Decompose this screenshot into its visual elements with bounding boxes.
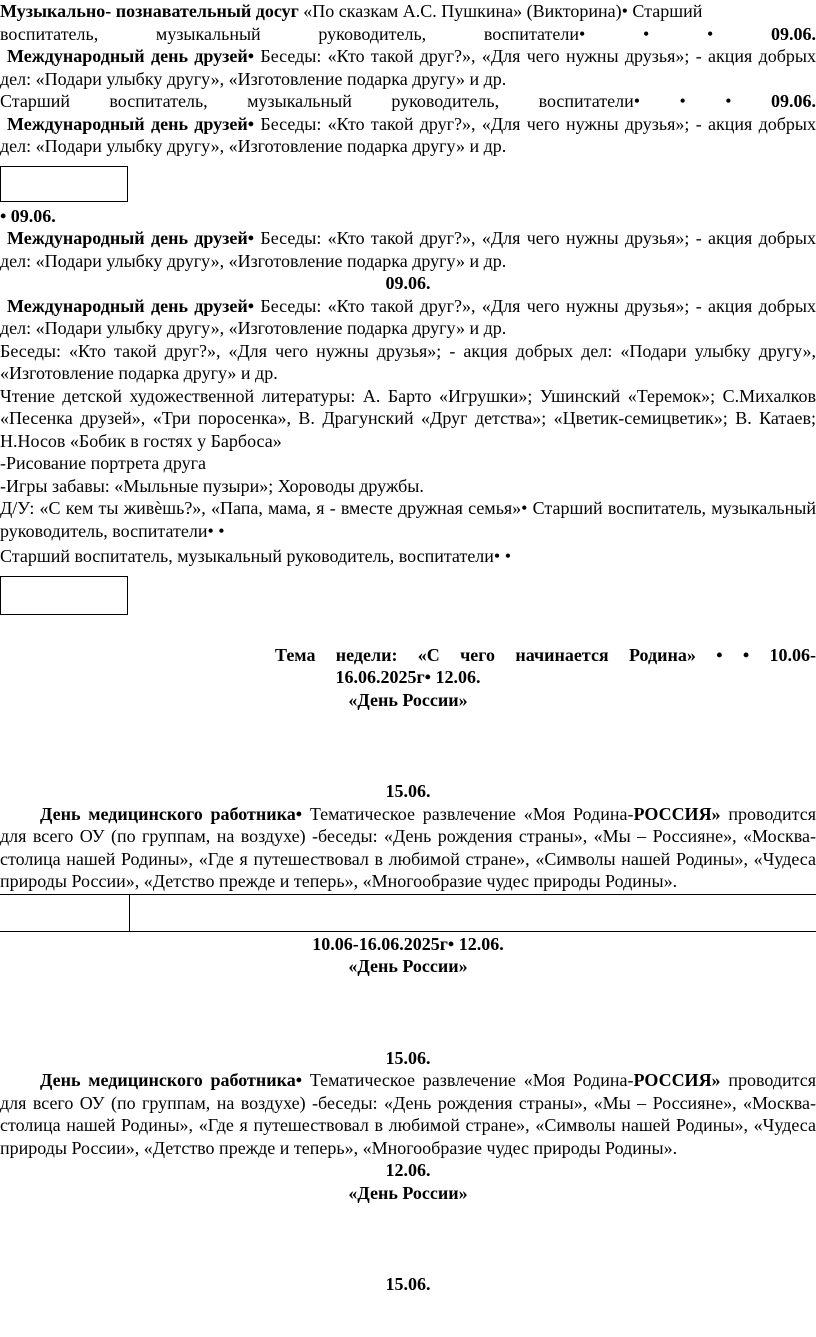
week-period-text: 16.06.2025г• 12.06. (335, 667, 481, 687)
paragraph-friends-3 (0, 227, 816, 272)
paragraph-friends-4 (0, 295, 816, 340)
day-friends-title: Международный день друзей• (7, 228, 255, 248)
heading-day-russia-2 (0, 955, 816, 978)
quiz-text: «По сказкам А.С. Пушкина» (Викторина)• Старший (298, 1, 703, 21)
paragraph-staff-short: Старший воспитатель, музыкальный руководитель, воспитатели• • (0, 546, 512, 566)
date-0906: 09.06. (385, 273, 431, 293)
heading-day-russia-3 (0, 1182, 816, 1205)
table-row-divider (0, 894, 816, 932)
paragraph-talks: Беседы: «Кто такой друг?», «Для чего нужны друзья»; - акция добрых дел: «Подари улыбку другу», «Изготовление подарка другу» и др. (0, 340, 816, 383)
week-theme: Тема недели: «С чего начинается Родина» • • 10.06- (275, 644, 816, 665)
week-period (0, 666, 816, 689)
day-russia-text: «День России» (348, 1182, 468, 1203)
paragraph-games: -Игры забавы: «Мыльные пузыри»; Хороводы дружбы. (0, 475, 424, 496)
friends-text: Беседы: «Кто такой друг?», «Для чего нужны друзья»; - акция добрых дел: «Подари улыбку другу», «Изготовление подарка другу» и др. (0, 113, 816, 156)
date-0906: 09.06. (771, 23, 816, 44)
medic-title: День медицинского работника• (40, 1070, 303, 1090)
paragraph-homework: Д/У: «С кем ты живѐшь?», «Папа, мама, я - вместе дружная семья»• Старший воспитатель, музыкальный руководитель, воспитатели• • (0, 498, 816, 541)
medic-russia: РОССИЯ» (633, 1070, 721, 1090)
paragraph-staff-2 (0, 90, 816, 113)
day-russia-text: «День России» (348, 689, 468, 710)
paragraph-bullet-date (0, 205, 816, 228)
day-friends-title: Международный день друзей• (7, 46, 255, 66)
paragraph-medic-1 (0, 803, 816, 893)
period-text: 10.06-16.06.2025г• 12.06. (312, 933, 504, 954)
paragraph-friends-2 (0, 113, 816, 158)
medic-text: Тематическое развлечение «Моя Родина- (302, 1070, 634, 1090)
friends-text: Беседы: «Кто такой друг?», «Для чего нужны друзья»; - акция добрых дел: «Подари улыбку другу», «Изготовление подарка другу» и др. (0, 228, 816, 271)
bullet-date: • 09.06. (0, 205, 56, 226)
friends-text: Беседы: «Кто такой друг?», «Для чего нужны друзья»; - акция добрых дел: «Подари улыбку другу», «Изготовление подарка другу» и др. (0, 295, 816, 338)
date-0906: 09.06. (771, 91, 816, 111)
staff-text: Старший воспитатель, музыкальный руководитель, воспитатели• • • (0, 91, 732, 111)
heading-date-1506-3 (0, 1273, 816, 1296)
heading-day-russia (0, 689, 816, 712)
empty-table-cell (0, 166, 128, 202)
date-1506: 15.06. (385, 1274, 431, 1294)
medic-text: Тематическое развлечение «Моя Родина- (302, 803, 634, 824)
paragraph-friends-1 (0, 45, 816, 90)
day-friends-title: Международный день друзей• (7, 295, 255, 316)
paragraph-staff-1 (0, 23, 816, 46)
friends-text: Беседы: «Кто такой друг?», «Для чего нужны друзья»; - акция добрых дел: «Подари улыбку другу», «Изготовление подарка другу» и др. (0, 46, 816, 89)
medic-text-2: проводится для всего ОУ (по группам, на воздухе) -беседы: «День рождения страны», «Мы – Россияне», «Москва-столица нашей Родины», «Где я путешествовал в любимой стране», «Символы нашей Родины», «Чудеса природы России», «Детство прежде и теперь», «Многообразие чудес природы Родины». (0, 1070, 816, 1158)
day-friends-title: Международный день друзей• (7, 113, 255, 134)
period-line (0, 933, 816, 956)
medic-title: День медицинского работника• (40, 803, 303, 824)
quiz-title: Музыкально- познавательный досуг (0, 1, 299, 21)
medic-russia: РОССИЯ» (633, 803, 721, 824)
paragraph-reading: Чтение детской художественной литературы: А. Барто «Игрушки»; Ушинский «Теремок»; С.Михалков «Песенка друзей», «Три поросенка», В. Драгунский «Друг детства»; «Цветик-семицветик»; В. Катаев; Н.Носов «Бобик в гостях у Барбоса» (0, 385, 816, 451)
paragraph-date-center (0, 272, 816, 295)
paragraph-quiz (0, 0, 816, 23)
date-1506: 15.06. (385, 781, 431, 801)
empty-table-cell (0, 576, 128, 615)
staff-text: воспитатель, музыкальный руководитель, воспитатели• • • (0, 23, 714, 44)
medic-text-2: проводится для всего ОУ (по группам, на воздухе) -беседы: «День рождения страны», «Мы – Россияне», «Москва-столица нашей Родины», «Где я путешествовал в любимой стране», «Символы нашей Родины», «Чудеса природы России», «Детство прежде и теперь», «Многообразие чудес природы Родины». (0, 803, 816, 891)
paragraph-medic-2 (0, 1069, 816, 1159)
date-1206: 12.06. (385, 1160, 431, 1180)
heading-date-1506-2 (0, 1047, 816, 1070)
heading-date-1506 (0, 780, 816, 803)
paragraph-drawing: -Рисование портрета друга (0, 453, 206, 473)
week-theme-line (0, 644, 816, 667)
day-russia-text: «День России» (348, 956, 468, 976)
date-1506: 15.06. (385, 1047, 431, 1068)
heading-date-1206 (0, 1159, 816, 1182)
